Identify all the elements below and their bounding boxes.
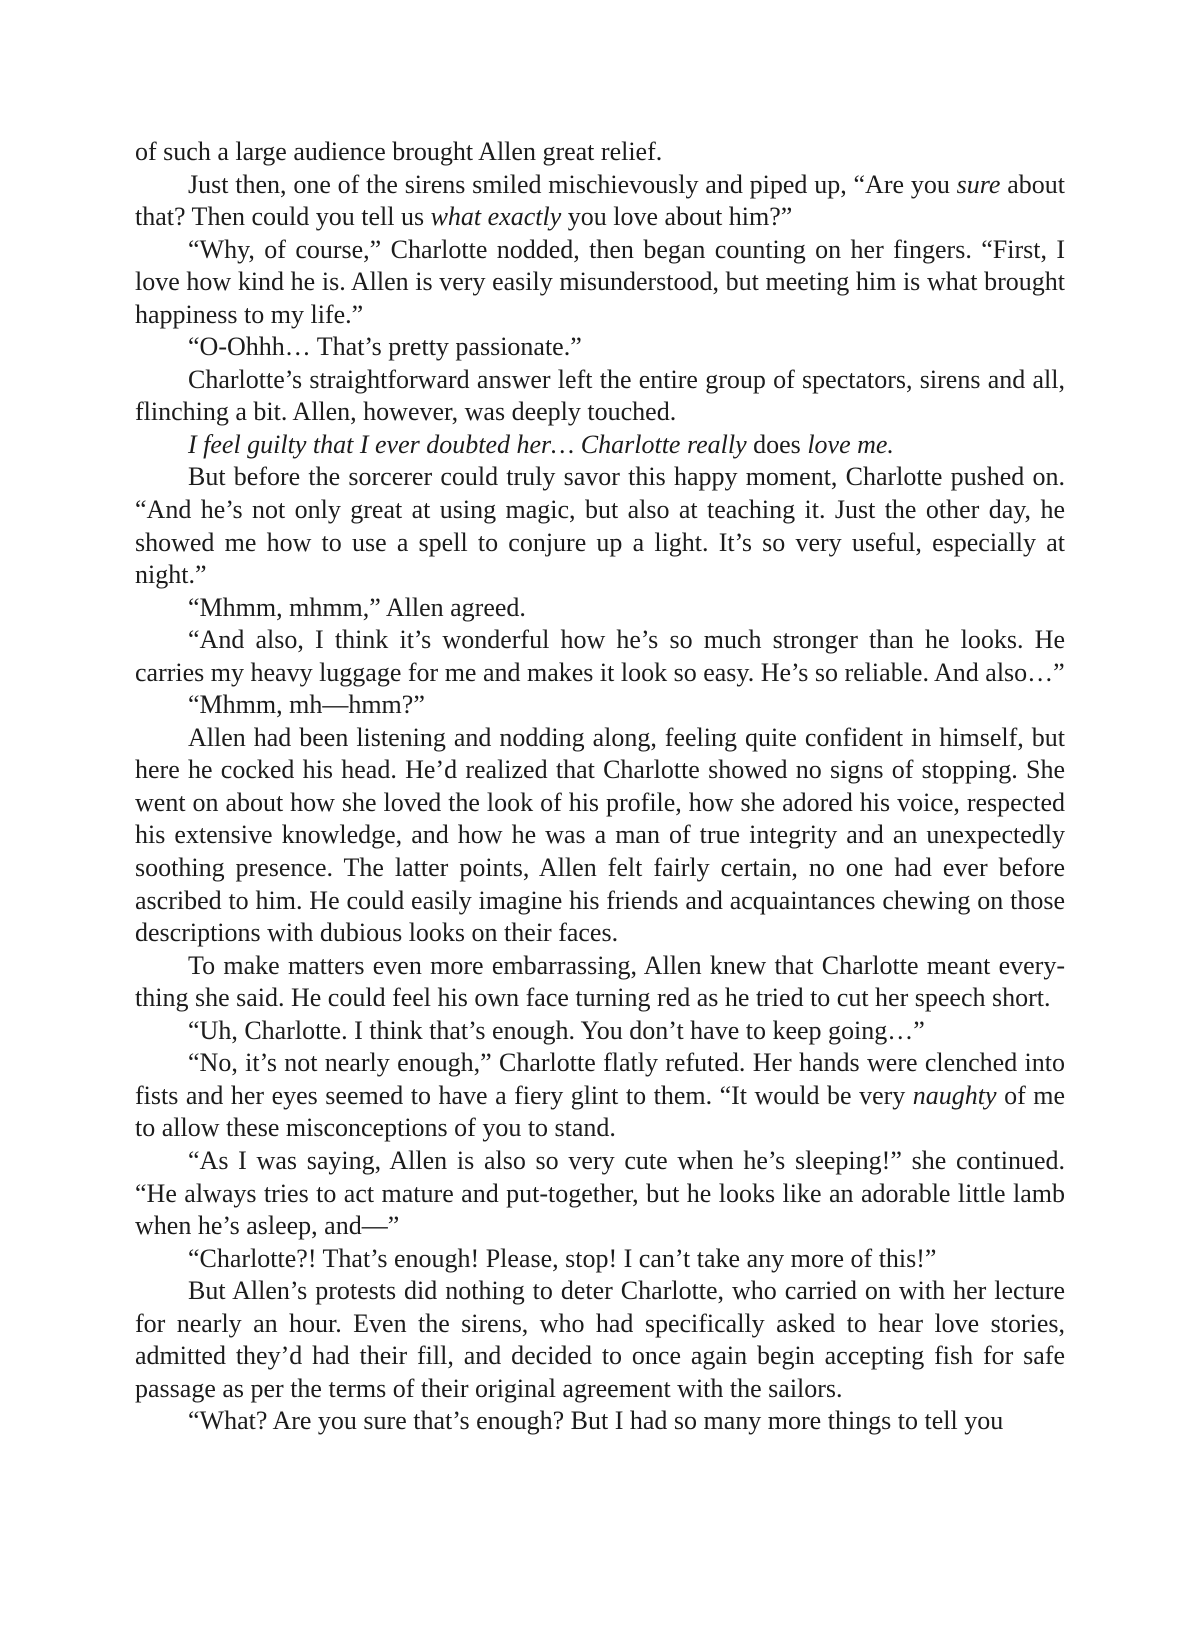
text-segment: Charlotte’s straightforward answer left the entire group of spectators, sirens and all, flinching a bit. Allen, however, was deeply touched.: [135, 364, 1065, 427]
paragraph: [135, 364, 1065, 429]
text-segment: To make matters even more embarrassing, Allen knew that Charlotte meant everything she said. He could feel his own face turning red as he tried to cut her speech short.: [135, 950, 1065, 1013]
italic-text-segment: love me.: [807, 429, 894, 459]
text-segment: “Mhmm, mhmm,” Allen agreed.: [188, 592, 526, 622]
italic-text-segment: sure: [956, 169, 1001, 199]
text-segment: you love about him?”: [561, 202, 793, 232]
paragraph: [135, 136, 1065, 169]
paragraph: [135, 1047, 1065, 1145]
italic-text-segment: I feel guilty that I ever doubted her… Charlotte really: [188, 429, 747, 459]
paragraph: [135, 1275, 1065, 1405]
text-segment: “Mhmm, mh—hmm?”: [188, 690, 425, 720]
text-segment: of such a large audience brought Allen great relief.: [135, 137, 663, 166]
text-segment: “What? Are you sure that’s enough? But I had so many more things to tell you: [188, 1406, 1004, 1436]
paragraph: [135, 722, 1065, 950]
text-segment: But before the sorcerer could truly savor this happy moment, Charlotte pushed on. “And he’s not only great at using magic, but also at teaching it. Just the other day, he showed me how to use a spell to conjure up a light. It’s so very useful, especially at night.”: [135, 462, 1065, 590]
paragraph: [135, 1405, 1065, 1438]
paragraph: [135, 950, 1065, 1015]
text-segment: “As I was saying, Allen is also so very cute when he’s sleeping!” she continued. “He always tries to act mature and put-together, but he looks like an adorable little lamb when he’s asleep, and—”: [135, 1145, 1065, 1241]
paragraph: [135, 624, 1065, 689]
paragraph: [135, 429, 1065, 462]
paragraph: [135, 689, 1065, 722]
italic-text-segment: what exactly: [430, 202, 562, 232]
paragraph: [135, 592, 1065, 625]
paragraph: [135, 1243, 1065, 1276]
text-segment: about that? Then could you tell us: [135, 169, 1066, 232]
text-segment: But Allen’s protests did nothing to deter Charlotte, who carried on with her lecture for nearly an hour. Even the sirens, who had specifically asked to hear love stories, admitted they’d had their fill, and decided to once again begin accepting fish for safe passage as per the terms of their original agreement with the sailors.: [135, 1276, 1065, 1403]
paragraph: [135, 461, 1065, 591]
italic-text-segment: naughty: [912, 1080, 997, 1110]
text-segment: of me to allow these misconceptions of you to stand.: [135, 1080, 1065, 1143]
paragraph: [135, 331, 1065, 364]
paragraph: [135, 234, 1065, 332]
text-segment: does: [746, 429, 808, 459]
text-segment: “O-Ohhh… That’s pretty passionate.”: [188, 332, 582, 362]
paragraph: [135, 1015, 1065, 1048]
paragraph: [135, 1145, 1065, 1243]
text-segment: “Why, of course,” Charlotte nodded, then began counting on her fingers. “First, I love how kind he is. Allen is very easily misunderstood, but meeting him is what brought happiness to my life.”: [135, 234, 1065, 329]
paragraph: [135, 169, 1065, 234]
text-segment: “Charlotte?! That’s enough! Please, stop! I can’t take any more of this!”: [188, 1243, 937, 1273]
book-page: [135, 136, 1065, 1438]
text-segment: Just then, one of the sirens smiled mischievously and piped up, “Are you: [188, 169, 957, 199]
text-segment: “No, it’s not nearly enough,” Charlotte flatly refuted. Her hands were clenched into fists and her eyes seemed to have a fiery glint to them. “It would be very: [135, 1048, 1065, 1110]
text-segment: Allen had been listening and nodding along, feeling quite confident in himself, but here he cocked his head. He’d realized that Charlotte showed no signs of stopping. She went on about how she loved the look of his profile, how she adored his voice, respected his extensive knowledge, and how he was a man of true integrity and an unexpectedly soothing presence. The latter points, Allen felt fairly certain, no one had ever before ascribed to him. He could easily imagine his friends and acquaintances chewing on those descriptions with dubious looks on their faces.: [135, 722, 1065, 948]
text-segment: “And also, I think it’s wonderful how he’s so much stronger than he looks. He carries my heavy luggage for me and makes it look so easy. He’s so reliable. And also…”: [135, 625, 1065, 687]
text-segment: “Uh, Charlotte. I think that’s enough. You don’t have to keep going…”: [188, 1015, 925, 1045]
